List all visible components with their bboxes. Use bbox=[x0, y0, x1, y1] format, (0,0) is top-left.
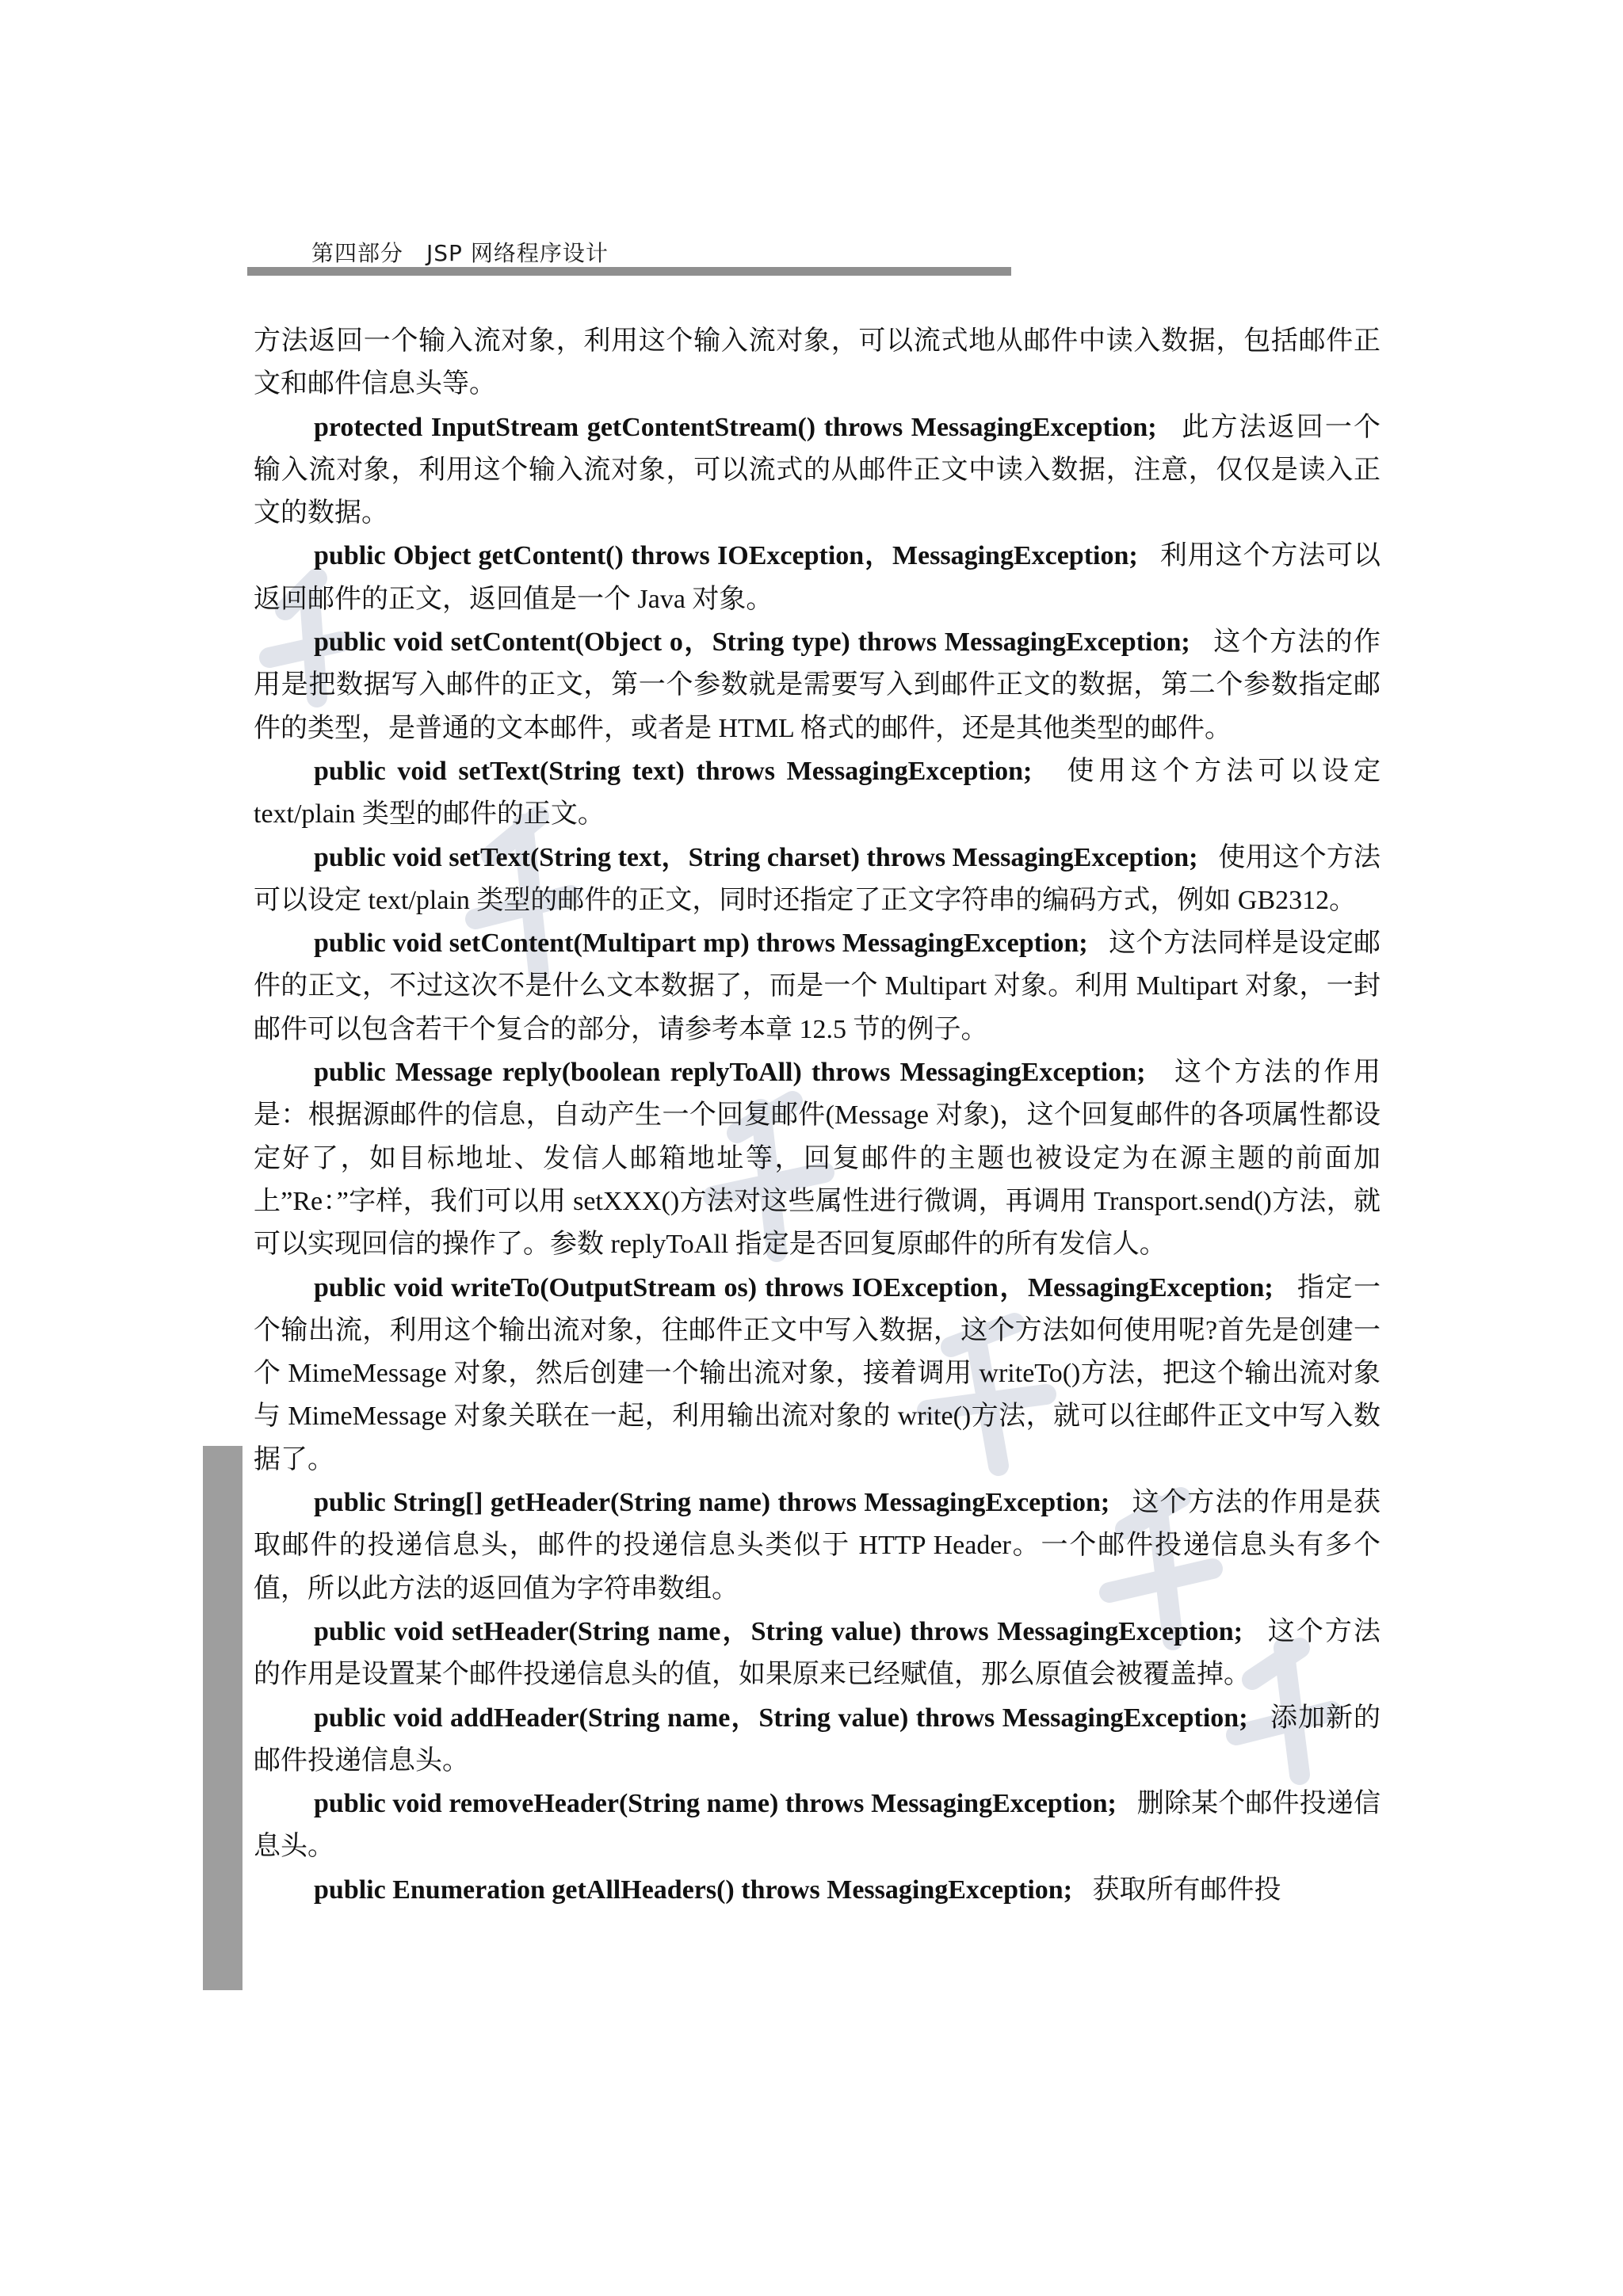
method-entry bbox=[254, 1611, 1381, 1697]
method-signature: public Message reply(boolean replyToAll) throws MessagingException; bbox=[314, 1058, 1146, 1088]
method-entry bbox=[254, 750, 1381, 837]
header-rule bbox=[247, 267, 1011, 276]
method-entry bbox=[254, 1267, 1381, 1482]
method-entry bbox=[254, 1051, 1381, 1266]
method-description: 利用这个方法可以返回邮件的正文，返回值是一个 Java 对象。 bbox=[254, 541, 1381, 614]
method-signature: public void writeTo(OutputStream os) throws IOException，MessagingException; bbox=[314, 1272, 1274, 1302]
body-text bbox=[254, 320, 1381, 1912]
method-description: 这个方法同样是设定邮件的正文，不过这次不是什么文本数据了，而是一个 Multipart 对象。利用 Multipart 对象，一封邮件可以包含若干个复合的部分，请参考本章 12.5 节的例子。 bbox=[254, 929, 1381, 1044]
method-description: 这个方法的作用是获取邮件的投递信息头，邮件的投递信息头类似于 HTTP Header。一个邮件投递信息头有多个值，所以此方法的返回值为字符串数组。 bbox=[254, 1488, 1381, 1604]
paragraph-text: 方法返回一个输入流对象，利用这个输入流对象，可以流式地从邮件中读入数据，包括邮件正文和邮件信息头等。 bbox=[254, 326, 1381, 399]
method-signature: public void setHeader(String name，String value) throws MessagingException; bbox=[314, 1616, 1243, 1646]
method-description: 使用这个方法可以设定 text/plain 类型的邮件的正文，同时还指定了正文字符串的编码方式，例如 GB2312。 bbox=[254, 842, 1381, 915]
method-signature: public void setContent(Object o，String type) throws MessagingException; bbox=[314, 627, 1190, 658]
method-signature: public void setText(String text，String charset) throws MessagingException; bbox=[314, 842, 1198, 872]
method-signature: public void removeHeader(String name) throws MessagingException; bbox=[314, 1789, 1117, 1819]
method-signature: protected InputStream getContentStream() throws MessagingException; bbox=[314, 412, 1157, 442]
method-description: 使用这个方法可以设定 text/plain 类型的邮件的正文。 bbox=[254, 756, 1381, 830]
method-description: 添加新的邮件投递信息头。 bbox=[254, 1703, 1381, 1775]
method-description: 删除某个邮件投递信息头。 bbox=[254, 1789, 1381, 1862]
method-signature: public Object getContent() throws IOException，MessagingException; bbox=[314, 541, 1138, 571]
method-description: 这个方法的作用是把数据写入邮件的正文，第一个参数就是需要写入到邮件正文的数据，第二个参数指定邮件的类型，是普通的文本邮件，或者是 HTML 格式的邮件，还是其他类型的邮件。 bbox=[254, 627, 1381, 743]
method-signature: public void setContent(Multipart mp) throws MessagingException; bbox=[314, 929, 1088, 959]
side-thumb-tab bbox=[203, 1446, 242, 1990]
method-entry bbox=[254, 1783, 1381, 1869]
method-signature: public String[] getHeader(String name) throws MessagingException; bbox=[314, 1488, 1110, 1518]
method-description: 这个方法的作用是设置某个邮件投递信息头的值，如果原来已经赋值，那么原值会被覆盖掉。 bbox=[254, 1616, 1381, 1690]
method-entry bbox=[254, 535, 1381, 621]
method-signature: public Enumeration getAllHeaders() throws MessagingException; bbox=[314, 1875, 1073, 1905]
method-entry bbox=[254, 406, 1381, 536]
method-description: 这个方法的作用是：根据源邮件的信息，自动产生一个回复邮件(Message 对象)，这个回复邮件的各项属性都设定好了，如目标地址、发信人邮箱地址等，回复邮件的主题也被设定为在源主题的前面加上”Re：”字样，我们可以用 setXXX()方法对这些属性进行微调，再调用 Transport.send()方法，就可以实现回信的操作了。参数 replyToAll 指定是否回复原邮件的所有发信人。 bbox=[254, 1058, 1381, 1260]
method-entry bbox=[254, 922, 1381, 1051]
method-entry bbox=[254, 621, 1381, 750]
running-header: 第四部分 JSP 网络程序设计 bbox=[311, 240, 609, 266]
method-entry bbox=[254, 1697, 1381, 1783]
method-description: 获取所有邮件投 bbox=[1092, 1875, 1281, 1905]
method-signature: public void addHeader(String name，String value) throws MessagingException; bbox=[314, 1703, 1248, 1733]
method-signature: public void setText(String text) throws MessagingException; bbox=[314, 756, 1033, 786]
method-entry bbox=[254, 837, 1381, 923]
method-description: 指定一个输出流，利用这个输出流对象，往邮件正文中写入数据，这个方法如何使用呢?首先是创建一个 MimeMessage 对象，然后创建一个输出流对象，接着调用 writeTo()方法，把这个输出流对象与 MimeMessage 对象关联在一起，利用输出流对象的 write()方法，就可以往邮件正文中写入数据了。 bbox=[254, 1272, 1381, 1474]
paragraph-continuation bbox=[254, 320, 1381, 406]
method-description: 此方法返回一个输入流对象，利用这个输入流对象，可以流式的从邮件正文中读入数据，注意，仅仅是读入正文的数据。 bbox=[254, 412, 1381, 528]
method-entry bbox=[254, 1869, 1381, 1912]
method-entry bbox=[254, 1482, 1381, 1611]
